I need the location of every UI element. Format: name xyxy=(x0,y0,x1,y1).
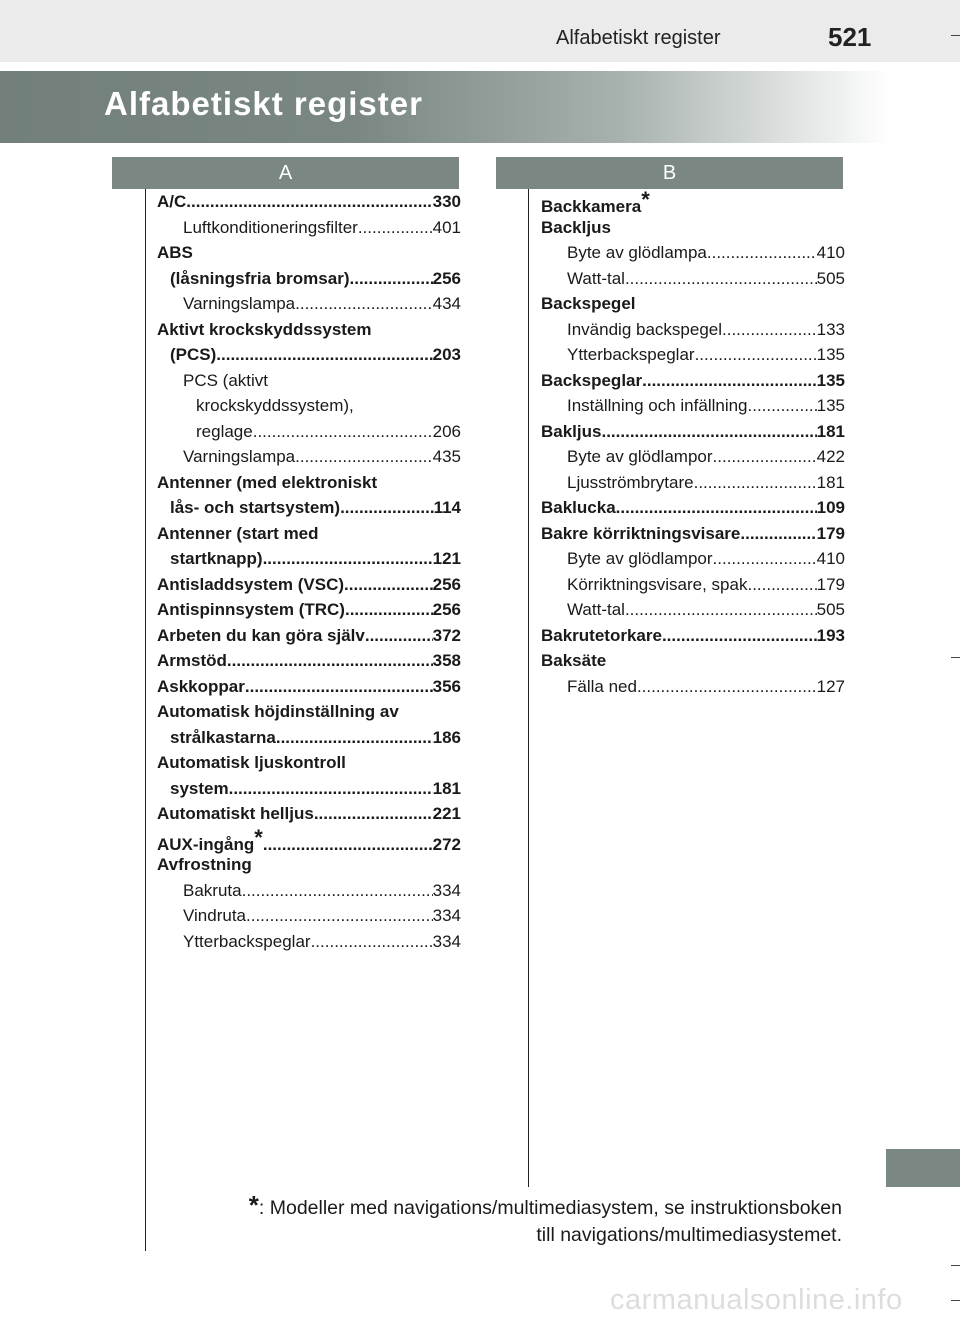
dot-leader xyxy=(245,677,433,697)
index-entry-term: reglage xyxy=(196,421,253,441)
index-entry-page: 334 xyxy=(432,880,461,900)
index-entry-term: Byte av glödlampor xyxy=(567,549,713,568)
index-entry-term: Backspeglar xyxy=(541,370,643,390)
index-entry xyxy=(157,320,461,346)
index-entry xyxy=(541,320,845,346)
crop-mark xyxy=(951,35,960,36)
index-entry xyxy=(541,549,845,575)
dot-leader xyxy=(713,549,817,569)
index-entry-page: 422 xyxy=(816,447,845,466)
index-entry xyxy=(157,447,461,473)
index-entry-term: Baksäte xyxy=(541,651,607,670)
index-entry-page: 181 xyxy=(816,421,845,441)
index-entry xyxy=(541,498,845,524)
index-entry xyxy=(157,728,461,754)
watermark-text: carmanualsonline.info xyxy=(610,1284,903,1316)
dot-leader xyxy=(216,345,432,365)
index-entry xyxy=(541,447,845,473)
index-entry-term: Automatiskt helljus xyxy=(157,804,314,823)
index-entry-term: Byte av glödlampor xyxy=(567,447,713,466)
index-entry-page: 356 xyxy=(432,676,461,696)
index-entry xyxy=(541,218,845,244)
index-entry xyxy=(157,906,461,932)
dot-leader xyxy=(747,575,816,595)
index-entry xyxy=(157,824,461,856)
dot-leader xyxy=(713,447,817,467)
index-entry-page: 135 xyxy=(816,370,845,390)
index-entry xyxy=(541,269,845,295)
column-heading-a: A xyxy=(112,157,459,189)
dot-leader xyxy=(722,320,817,340)
running-header-title: Alfabetiskt register xyxy=(556,27,721,49)
index-entry-term: (PCS) xyxy=(170,345,217,364)
dot-leader xyxy=(625,600,817,620)
index-entry-page: 186 xyxy=(432,727,461,747)
dot-leader xyxy=(601,422,816,442)
dot-leader xyxy=(253,422,433,442)
dot-leader xyxy=(276,728,433,748)
index-entry-term: A/C xyxy=(157,192,187,211)
index-entry xyxy=(157,243,461,269)
index-entry xyxy=(157,473,461,499)
index-entry-term: startknapp) xyxy=(170,549,263,568)
index-entry-term: AUX-ingång xyxy=(157,834,255,854)
index-entry-term: Backspegel xyxy=(541,294,636,313)
dot-leader xyxy=(345,600,433,620)
index-entry-page: 435 xyxy=(432,447,461,466)
index-entry-term: Antispinnsystem (TRC) xyxy=(157,600,345,619)
dot-leader xyxy=(263,549,433,569)
index-entry xyxy=(541,294,845,320)
index-entry xyxy=(157,269,461,295)
dot-leader xyxy=(311,932,433,952)
index-entry-term: Varningslampa xyxy=(183,294,296,313)
index-entry-page: 114 xyxy=(433,498,461,517)
footnote-marker: * xyxy=(641,187,650,212)
index-entry xyxy=(157,651,461,677)
index-entry-term: Antisladdsystem (VSC) xyxy=(157,574,345,594)
index-entry-term: Bakljus xyxy=(541,421,602,441)
index-entry xyxy=(157,779,461,805)
column-divider xyxy=(528,189,529,1187)
footnote-line-2: till navigations/multimediasystemet. xyxy=(536,1224,842,1246)
index-entry-term: ABS xyxy=(157,243,193,262)
index-entry xyxy=(541,600,845,626)
index-entry-page: 410 xyxy=(816,549,845,568)
index-entry-term: Ytterbackspeglar xyxy=(567,345,695,364)
index-entry xyxy=(157,371,461,397)
footnote-line-1: : Modeller med navigations/multimediasystem, se instruktionsboken xyxy=(258,1197,842,1219)
index-entry-term: Watt-tal xyxy=(567,600,625,619)
dot-leader xyxy=(637,677,817,697)
index-entry-page: 334 xyxy=(432,906,461,925)
dot-leader xyxy=(748,396,817,416)
index-entry-page: 133 xyxy=(816,319,845,339)
index-entry xyxy=(157,626,461,652)
section-thumb-tab xyxy=(886,1149,960,1187)
footnote xyxy=(200,1192,842,1249)
dot-leader xyxy=(695,345,817,365)
index-column-a xyxy=(157,192,461,957)
index-entry-term: Arbeten du kan göra själv xyxy=(157,625,365,645)
index-entry xyxy=(541,626,845,652)
index-entry xyxy=(541,575,845,601)
index-entry xyxy=(157,294,461,320)
index-entry-page: 179 xyxy=(816,574,845,594)
index-entry-term: Bakre körriktningsvisare xyxy=(541,523,741,543)
index-entry xyxy=(157,932,461,958)
index-entry-page: 181 xyxy=(816,472,845,492)
dot-leader xyxy=(625,269,817,289)
index-entry-term: Backljus xyxy=(541,217,611,237)
index-entry-page: 109 xyxy=(816,498,845,517)
index-entry-page: 135 xyxy=(816,345,845,364)
index-entry-term: Ljusströmbrytare xyxy=(567,472,694,492)
index-entry-page: 334 xyxy=(432,931,461,951)
index-entry-term: Inställning och infällning xyxy=(567,396,748,415)
crop-mark xyxy=(951,1265,960,1266)
index-entry xyxy=(541,473,845,499)
page-number: 521 xyxy=(828,22,872,52)
index-entry xyxy=(157,677,461,703)
index-entry xyxy=(157,498,461,524)
index-entry-term: Armstöd xyxy=(157,651,227,670)
index-entry xyxy=(541,371,845,397)
index-entry-term: Aktivt krockskyddssystem xyxy=(157,319,372,339)
index-entry-term: Watt-tal xyxy=(567,268,625,288)
index-entry-term: Bakruta xyxy=(183,880,242,900)
index-entry xyxy=(541,422,845,448)
index-entry-page: 330 xyxy=(432,192,461,211)
section-title-banner xyxy=(0,71,890,143)
index-entry xyxy=(157,881,461,907)
dot-leader xyxy=(246,906,433,926)
index-entry-page: 203 xyxy=(432,345,461,364)
index-entry-page: 358 xyxy=(432,651,461,670)
index-entry-term: strålkastarna xyxy=(170,727,276,747)
index-entry-page: 401 xyxy=(432,217,461,237)
dot-leader xyxy=(186,192,432,212)
index-entry xyxy=(157,396,461,422)
index-entry-term: Antenner (start med xyxy=(157,523,319,543)
dot-leader xyxy=(295,447,432,467)
index-entry-term: Luftkonditioneringsfilter xyxy=(183,217,358,237)
index-entry-term: Backkamera xyxy=(541,197,642,216)
index-entry-page: 256 xyxy=(432,600,461,619)
index-entry-term: PCS (aktivt xyxy=(183,370,269,390)
index-entry-page: 193 xyxy=(816,625,845,645)
dot-leader xyxy=(707,243,817,263)
dot-leader xyxy=(227,651,433,671)
index-entry-page: 410 xyxy=(816,243,845,262)
index-entry-page: 505 xyxy=(816,268,845,288)
index-entry-page: 221 xyxy=(432,804,461,823)
index-entry-term: Baklucka xyxy=(541,498,616,517)
index-entry-term: system xyxy=(170,778,229,798)
index-column-b xyxy=(541,187,845,702)
index-entry-page: 372 xyxy=(432,625,461,645)
index-entry-term: (låsningsfria bromsar) xyxy=(170,268,350,288)
index-entry-page: 181 xyxy=(432,778,461,798)
index-entry-term: Invändig backspegel xyxy=(567,319,723,339)
column-heading-b: B xyxy=(496,157,843,189)
index-entry-page: 135 xyxy=(816,396,845,415)
index-entry-page: 206 xyxy=(432,421,461,441)
index-entry-page: 434 xyxy=(432,294,461,313)
index-entry xyxy=(541,187,845,218)
dot-leader xyxy=(242,881,433,901)
index-entry-page: 121 xyxy=(432,549,461,568)
index-entry-term: lås- och startsystem) xyxy=(170,498,341,517)
index-entry xyxy=(157,549,461,575)
index-entry-page: 179 xyxy=(816,523,845,543)
section-title: Alfabetiskt register xyxy=(104,85,423,122)
dot-leader xyxy=(616,498,817,518)
crop-mark xyxy=(951,657,960,658)
index-entry xyxy=(157,192,461,218)
index-entry-page: 505 xyxy=(816,600,845,619)
index-entry-term: Vindruta xyxy=(183,906,247,925)
index-entry xyxy=(157,524,461,550)
index-entry-page: 256 xyxy=(432,574,461,594)
index-entry-term: Byte av glödlampa xyxy=(567,243,707,262)
index-entry-term: Körriktningsvisare, spak xyxy=(567,574,748,594)
index-entry-term: Fälla ned xyxy=(567,676,637,696)
column-divider xyxy=(145,189,146,1251)
index-entry xyxy=(157,753,461,779)
index-entry-term: Bakrutetorkare xyxy=(541,625,662,645)
dot-leader xyxy=(358,218,433,238)
index-entry-term: Avfrostning xyxy=(157,855,252,874)
dot-leader xyxy=(314,804,433,824)
dot-leader xyxy=(344,575,433,595)
index-entry-page: 256 xyxy=(432,268,461,288)
dot-leader xyxy=(295,294,432,314)
footnote-star: * xyxy=(248,1190,259,1220)
dot-leader xyxy=(365,626,433,646)
index-entry-term: Ytterbackspeglar xyxy=(183,931,311,951)
index-entry xyxy=(157,218,461,244)
index-entry-term: Varningslampa xyxy=(183,447,296,466)
index-entry xyxy=(157,855,461,881)
index-entry xyxy=(541,345,845,371)
index-entry-page: 127 xyxy=(816,676,845,696)
index-entry-term: Automatisk höjdinställning av xyxy=(157,702,399,721)
index-entry xyxy=(541,243,845,269)
index-entry xyxy=(157,345,461,371)
index-entry xyxy=(541,677,845,703)
index-entry-term: Antenner (med elektroniskt xyxy=(157,472,378,492)
index-entry xyxy=(541,524,845,550)
index-entry xyxy=(157,575,461,601)
index-entry xyxy=(157,804,461,830)
dot-leader xyxy=(350,269,433,289)
index-entry xyxy=(157,600,461,626)
page-header-bar xyxy=(0,0,960,62)
footnote-marker: * xyxy=(254,824,263,850)
crop-mark xyxy=(951,1300,960,1301)
dot-leader xyxy=(263,835,433,855)
index-entry xyxy=(541,651,845,677)
dot-leader xyxy=(340,498,433,518)
dot-leader xyxy=(642,371,817,391)
index-entry-page: 272 xyxy=(432,834,461,854)
index-entry xyxy=(157,422,461,448)
dot-leader xyxy=(740,524,816,544)
index-entry xyxy=(541,396,845,422)
index-entry-term: Askkoppar xyxy=(157,676,245,696)
index-entry xyxy=(157,702,461,728)
index-entry-term: Automatisk ljuskontroll xyxy=(157,753,346,772)
dot-leader xyxy=(229,779,433,799)
dot-leader xyxy=(662,626,817,646)
index-entry-term: krockskyddssystem), xyxy=(196,396,354,415)
dot-leader xyxy=(694,473,817,493)
